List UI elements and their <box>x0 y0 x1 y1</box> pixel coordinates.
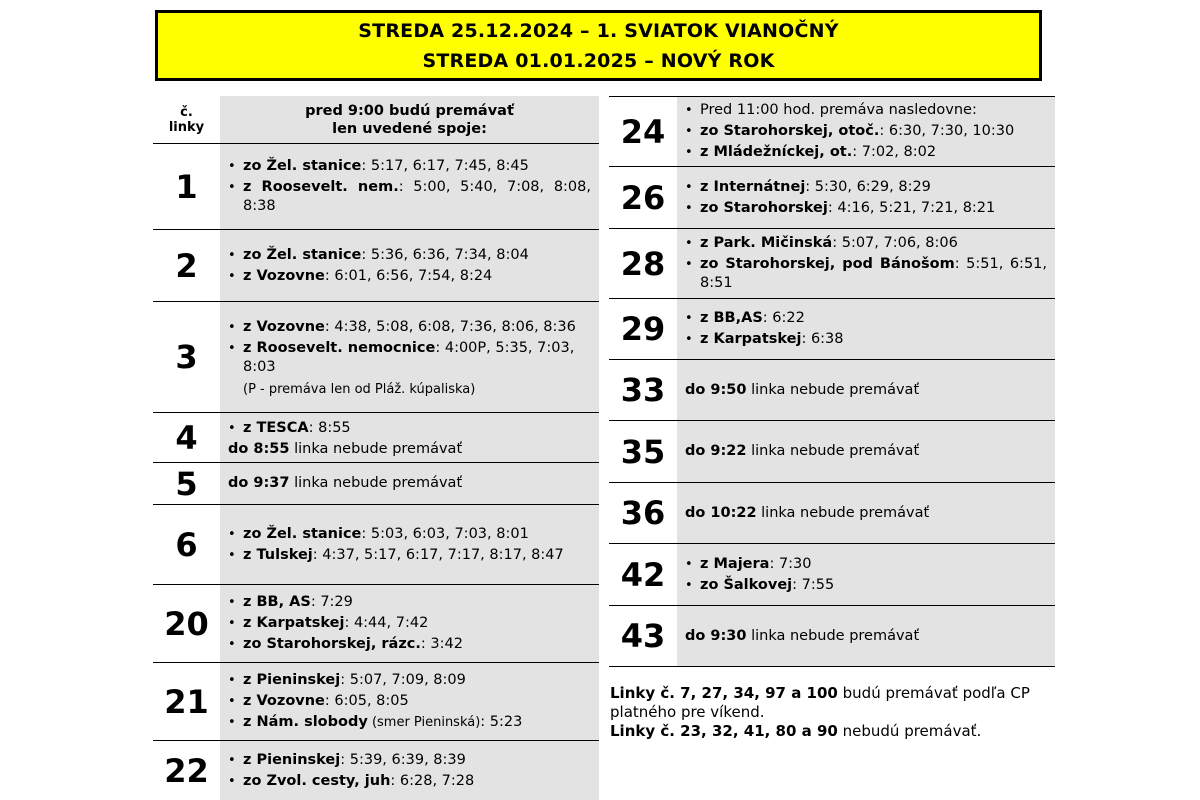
timetable-right-column <box>609 96 1055 667</box>
service-note: do 9:37 linka nebude premávať <box>228 475 463 491</box>
line-number: 26 <box>609 167 677 228</box>
departure-item: • z Roosevelt. nemocnice: 4:00P, 5:35, 7:03, 8:03 <box>227 339 591 377</box>
service-note: do 8:55 linka nebude premávať <box>228 440 463 457</box>
line-number: 33 <box>609 360 677 420</box>
cancelled-lines-note: Linky č. 23, 32, 41, 80 a 90 nebudú premávať. <box>610 722 982 740</box>
line-schedule <box>220 413 599 462</box>
line-row-6 <box>153 505 599 585</box>
departure-item: • z Pieninskej: 5:07, 7:09, 8:09 <box>227 671 591 690</box>
line-schedule <box>677 606 1055 666</box>
line-number: 43 <box>609 606 677 666</box>
departure-item: • z Park. Mičinská: 5:07, 7:06, 8:06 <box>684 234 1047 253</box>
departure-item: • z Vozovne: 6:01, 6:56, 7:54, 8:24 <box>227 267 591 286</box>
line-schedule <box>677 167 1055 228</box>
line-row-21 <box>153 663 599 741</box>
line-number: 6 <box>153 505 220 584</box>
line-number: 24 <box>609 97 677 166</box>
line-number: 5 <box>153 463 220 504</box>
line-row-36 <box>609 483 1055 544</box>
line-row-42 <box>609 544 1055 606</box>
line-schedule <box>220 505 599 584</box>
line-number: 21 <box>153 663 220 740</box>
line-number: 2 <box>153 230 220 301</box>
departure-item: • zo Zvol. cesty, juh: 6:28, 7:28 <box>227 772 591 791</box>
line-number: 35 <box>609 421 677 482</box>
departure-item: • zo Šalkovej: 7:55 <box>684 576 1047 595</box>
line-number: 36 <box>609 483 677 543</box>
departure-item: • z Vozovne: 6:05, 8:05 <box>227 692 591 711</box>
departure-item: • z Pieninskej: 5:39, 6:39, 8:39 <box>227 751 591 770</box>
departure-item: • z BB,AS: 6:22 <box>684 309 1047 328</box>
line-number: 1 <box>153 144 220 229</box>
line-row-29 <box>609 299 1055 360</box>
line-row-1 <box>153 144 599 230</box>
departure-item: • zo Starohorskej, otoč.: 6:30, 7:30, 10:30 <box>684 122 1047 141</box>
line-row-33 <box>609 360 1055 421</box>
departure-item: • z Nám. slobody (smer Pieninská): 5:23 <box>227 713 591 732</box>
line-row-43 <box>609 606 1055 667</box>
departure-item: • z TESCA: 8:55 <box>227 419 591 438</box>
line-schedule <box>220 663 599 740</box>
line-number: 22 <box>153 741 220 800</box>
line-schedule <box>677 229 1055 298</box>
line-number-header: č. linky <box>153 96 220 143</box>
banner-line-2: STREDA 01.01.2025 – NOVÝ ROK <box>422 49 775 72</box>
departure-item: • z Internátnej: 5:30, 6:29, 8:29 <box>684 178 1047 197</box>
service-note: do 9:30 linka nebude premávať <box>685 627 920 644</box>
line-schedule <box>220 230 599 301</box>
line-schedule <box>677 544 1055 605</box>
schedule-header: pred 9:00 budú premávať len uvedené spoje: <box>220 96 599 143</box>
line-row-20 <box>153 585 599 663</box>
departure-item: • zo Žel. stanice: 5:17, 6:17, 7:45, 8:45 <box>227 157 591 176</box>
departure-item: • zo Starohorskej: 4:16, 5:21, 7:21, 8:21 <box>684 199 1047 218</box>
line-schedule <box>220 144 599 229</box>
banner-line-1: STREDA 25.12.2024 – 1. SVIATOK VIANOČNÝ <box>358 19 839 42</box>
departure-item: • zo Žel. stanice: 5:03, 6:03, 7:03, 8:01 <box>227 525 591 544</box>
line-number: 29 <box>609 299 677 359</box>
line-row-22 <box>153 741 599 800</box>
line-schedule <box>677 97 1055 166</box>
departure-item: • Pred 11:00 hod. premáva nasledovne: <box>684 101 1047 120</box>
departure-item: • z Mládežníckej, ot.: 7:02, 8:02 <box>684 143 1047 162</box>
line-row-35 <box>609 421 1055 483</box>
weekend-schedule-note: Linky č. 7, 27, 34, 97 a 100 budú premávať podľa CP platného pre víkend. <box>610 684 1030 721</box>
footnote: (P - premáva len od Pláž. kúpaliska) <box>243 381 476 397</box>
departure-item: • zo Starohorskej, rázc.: 3:42 <box>227 635 591 654</box>
line-schedule <box>220 302 599 412</box>
departure-item: • zo Žel. stanice: 5:36, 6:36, 7:34, 8:04 <box>227 246 591 265</box>
line-number: 3 <box>153 302 220 412</box>
service-note: do 9:22 linka nebude premávať <box>685 443 920 459</box>
line-schedule <box>220 741 599 800</box>
line-schedule <box>220 463 599 504</box>
departure-item: • z Karpatskej: 6:38 <box>684 330 1047 349</box>
line-schedule <box>677 421 1055 482</box>
departure-item: • z BB, AS: 7:29 <box>227 593 591 612</box>
timetable-left-column <box>153 96 599 800</box>
departure-item: • z Karpatskej: 4:44, 7:42 <box>227 614 591 633</box>
line-row-5 <box>153 463 599 505</box>
line-schedule <box>220 585 599 662</box>
departure-item: • z Roosevelt. nem.: 5:00, 5:40, 7:08, 8:08, 8:38 <box>227 178 591 216</box>
table-header-row <box>153 96 599 144</box>
line-number: 20 <box>153 585 220 662</box>
departure-item: • z Vozovne: 4:38, 5:08, 6:08, 7:36, 8:06, 8:36 <box>227 318 591 337</box>
line-row-3 <box>153 302 599 413</box>
line-number: 28 <box>609 229 677 298</box>
footer-notes <box>610 684 1050 741</box>
line-row-26 <box>609 167 1055 229</box>
line-row-4 <box>153 413 599 463</box>
line-number: 42 <box>609 544 677 605</box>
line-row-28 <box>609 229 1055 299</box>
line-schedule <box>677 299 1055 359</box>
departure-item: • zo Starohorskej, pod Bánošom: 5:51, 6:51, 8:51 <box>684 255 1047 293</box>
service-note: do 9:50 linka nebude premávať <box>685 381 920 398</box>
line-row-2 <box>153 230 599 302</box>
line-schedule <box>677 360 1055 420</box>
line-schedule <box>677 483 1055 543</box>
line-row-24 <box>609 96 1055 167</box>
service-note: do 10:22 linka nebude premávať <box>685 504 930 521</box>
departure-item: • z Tulskej: 4:37, 5:17, 6:17, 7:17, 8:17, 8:47 <box>227 546 591 565</box>
line-number: 4 <box>153 413 220 462</box>
holiday-banner <box>155 10 1042 81</box>
departure-item: • z Majera: 7:30 <box>684 555 1047 574</box>
